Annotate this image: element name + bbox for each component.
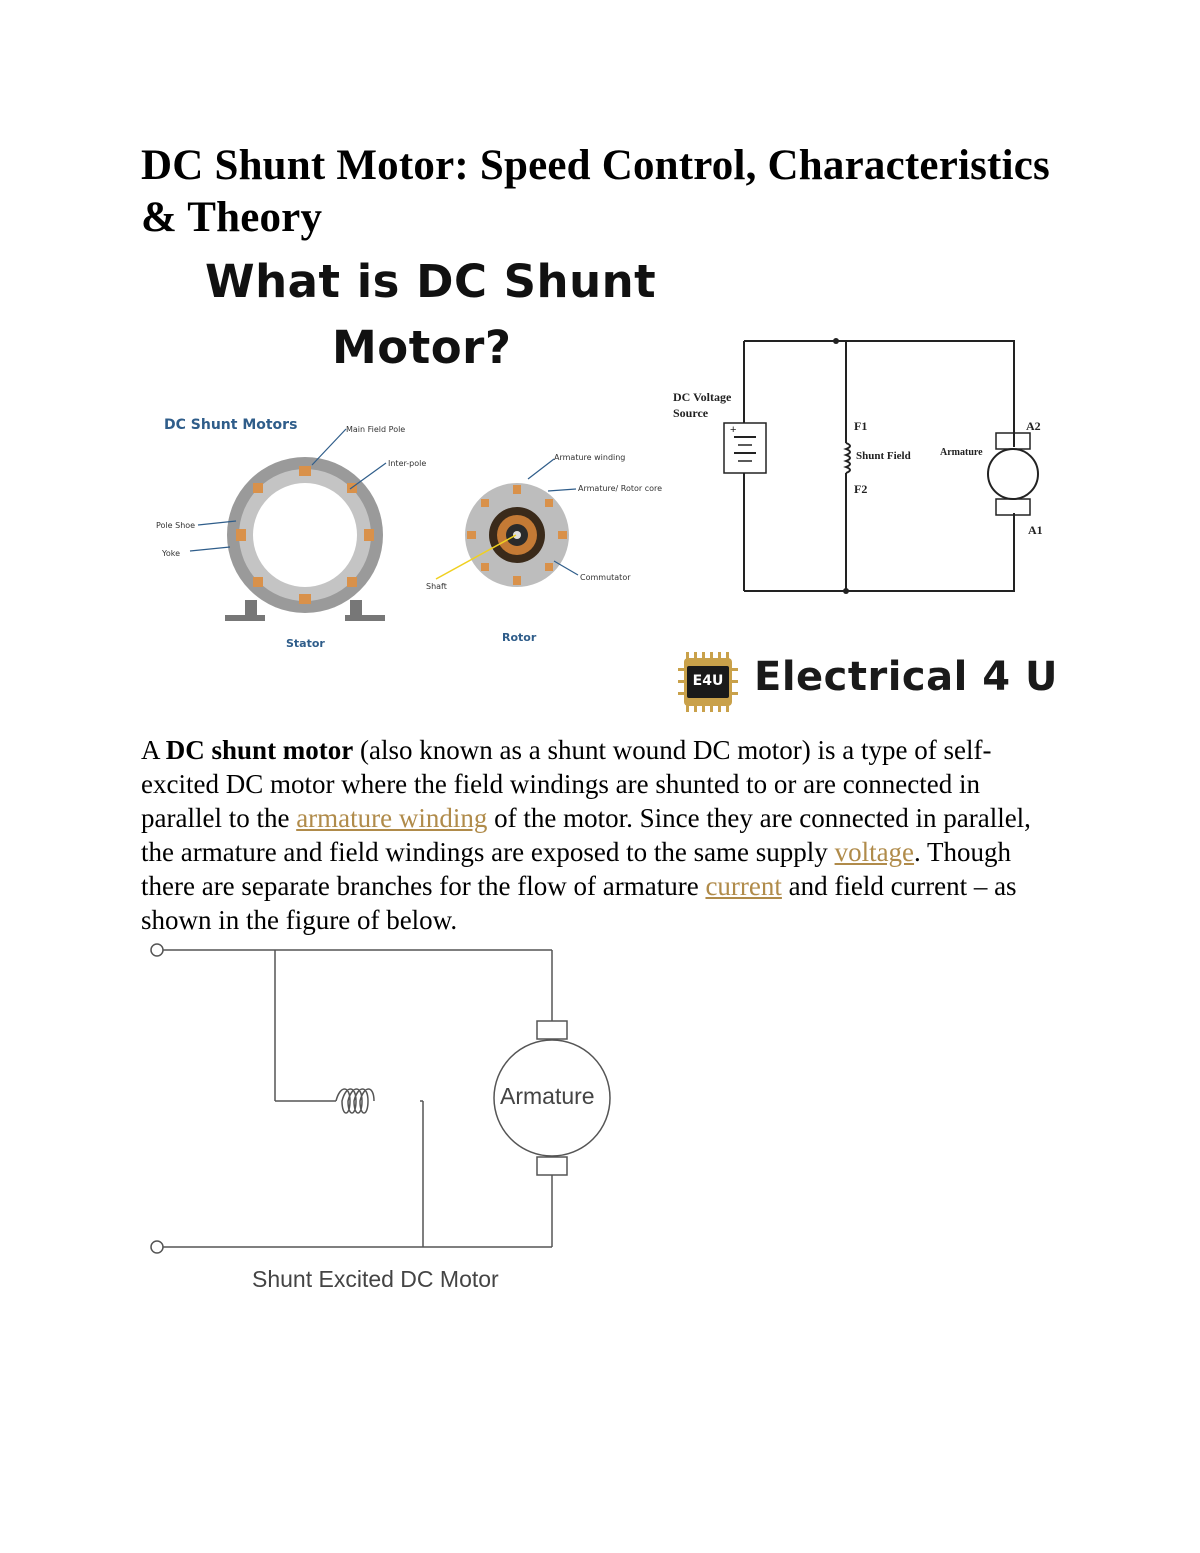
circuit-f2-label: F2 bbox=[854, 482, 868, 496]
circuit-armature-label: Armature bbox=[940, 447, 983, 458]
paragraph-bold-term: DC shunt motor bbox=[165, 735, 354, 765]
circuit-f1-label: F1 bbox=[854, 419, 868, 433]
brand-name: Electrical 4 U bbox=[754, 654, 1059, 700]
paragraph-text-2: (also known as a shunt wound DC motor) is a type of self-excited DC motor where the field windings are shunted to or are connected in parallel to the bbox=[141, 735, 992, 833]
stator-label: Stator bbox=[286, 637, 325, 650]
link-voltage[interactable]: voltage bbox=[834, 837, 915, 867]
circuit-shunt-field-label: Shunt Field bbox=[856, 450, 911, 462]
page-title bbox=[141, 140, 1101, 244]
circuit-a1-label: A1 bbox=[1028, 523, 1043, 537]
shunt-schematic bbox=[140, 935, 640, 1305]
circuit-diagram bbox=[710, 333, 1050, 603]
label-armature-winding: Armature winding bbox=[554, 453, 626, 462]
paragraph-text-5: and field current – as shown in the figure of below. bbox=[141, 871, 1017, 935]
title-line-2: & Theory bbox=[141, 194, 323, 241]
circuit-source-label-1: DC Voltage bbox=[673, 390, 732, 404]
diagram-title: DC Shunt Motors bbox=[164, 417, 298, 433]
brand-logo bbox=[676, 650, 1066, 714]
circuit-source-label-2: Source bbox=[673, 406, 709, 420]
link-armature-winding[interactable]: armature winding bbox=[296, 803, 488, 833]
link-current[interactable]: current bbox=[705, 871, 782, 901]
label-inter-pole: Inter-pole bbox=[388, 459, 427, 468]
brand-badge: E4U bbox=[692, 673, 724, 689]
stator-leader-lines bbox=[150, 415, 410, 565]
circuit-a2-label: A2 bbox=[1026, 419, 1041, 433]
hero-heading-line-1: What is DC Shunt bbox=[205, 255, 657, 308]
paragraph-text-1: A bbox=[141, 735, 166, 765]
schematic-caption: Shunt Excited DC Motor bbox=[252, 1266, 499, 1292]
rotor-label: Rotor bbox=[502, 631, 537, 644]
label-shaft: Shaft bbox=[426, 582, 447, 591]
label-pole-shoe: Pole Shoe bbox=[156, 521, 196, 530]
schematic-armature-label: Armature bbox=[500, 1083, 595, 1109]
paragraph-text-4: . Though there are separate branches for the flow of armature bbox=[141, 837, 1012, 901]
paragraph-text-3: of the motor. Since they are connected in parallel, the armature and field windings are exposed to the same supply bbox=[141, 803, 1031, 867]
intro-paragraph bbox=[141, 733, 1041, 937]
label-yoke: Yoke bbox=[162, 549, 180, 558]
hero-heading-line-2: Motor? bbox=[332, 321, 512, 374]
rotor-leader-lines bbox=[420, 445, 620, 595]
label-armature-core: Armature/ Rotor core bbox=[578, 484, 663, 493]
title-line-1: DC Shunt Motor: Speed Control, Characteristics bbox=[141, 142, 1050, 189]
label-commutator: Commutator bbox=[580, 573, 631, 582]
svg-text:+: + bbox=[730, 424, 737, 436]
label-main-field-pole: Main Field Pole bbox=[346, 425, 406, 434]
